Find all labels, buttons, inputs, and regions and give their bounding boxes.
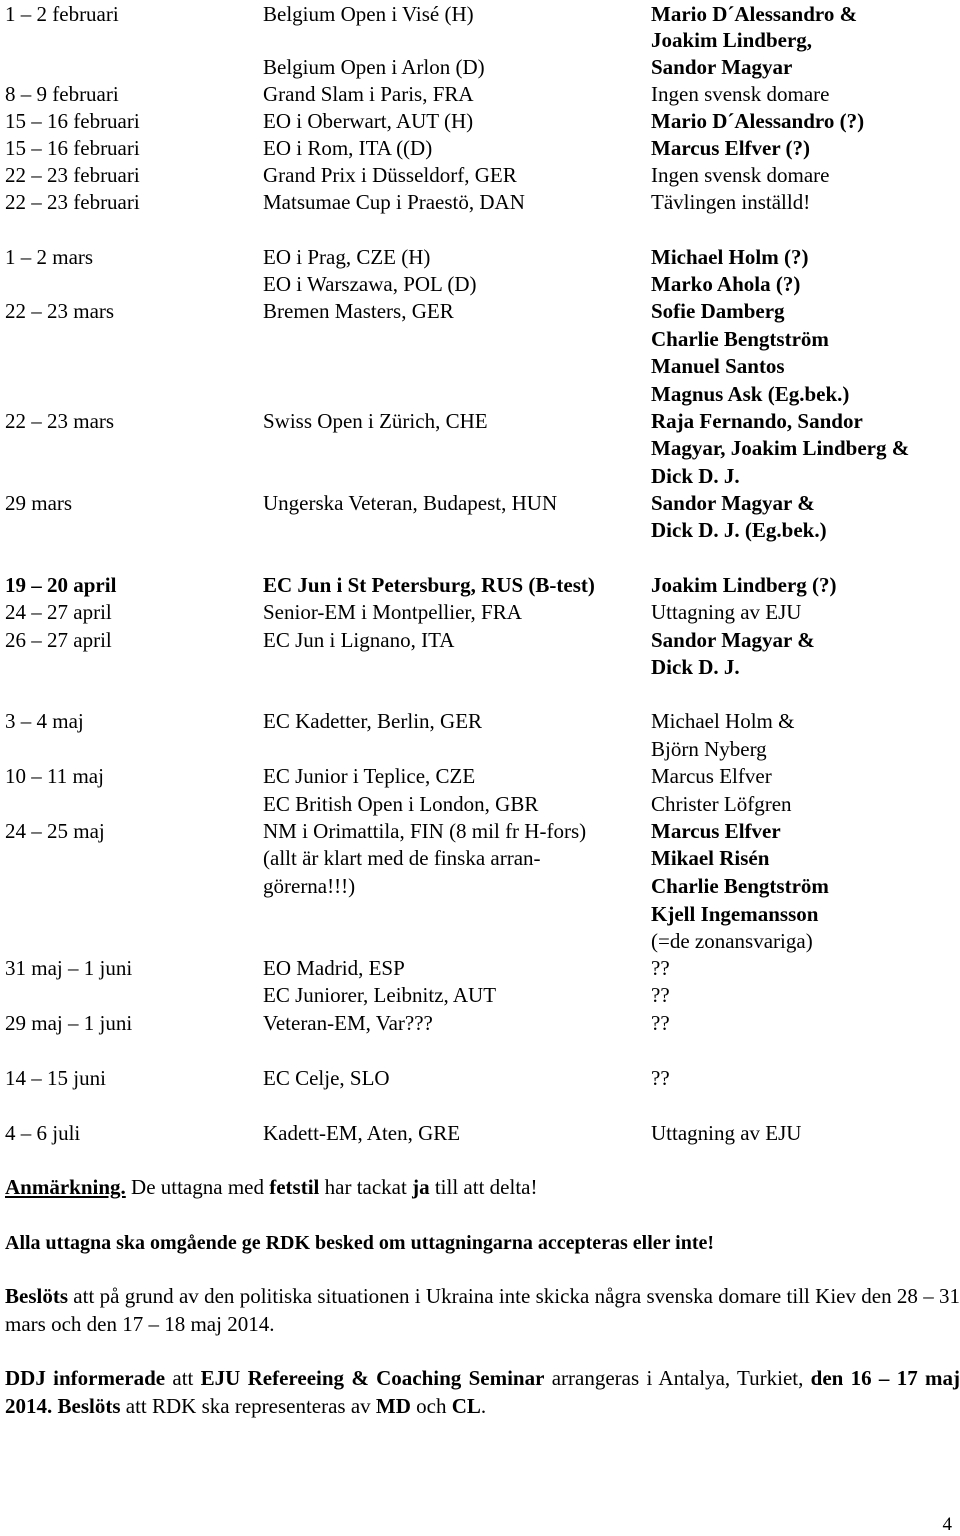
- schedule-event: Belgium Open i Visé (H): [263, 2, 474, 26]
- schedule-date: 24 – 27 april: [5, 600, 112, 624]
- schedule-date: 26 – 27 april: [5, 628, 112, 652]
- schedule-referee: Manuel Santos: [651, 354, 785, 378]
- schedule-row: [5, 790, 960, 818]
- schedule-event: EC British Open i London, GBR: [263, 792, 539, 816]
- schedule-event: Veteran-EM, Var???: [263, 1011, 433, 1035]
- schedule-referee: Uttagning av EJU: [651, 1121, 802, 1145]
- schedule-referee: ??: [651, 1066, 670, 1090]
- schedule-date: 8 – 9 februari: [5, 82, 119, 106]
- schedule-row: [5, 981, 960, 1009]
- schedule-referee: Magnus Ask (Eg.bek.): [651, 382, 850, 406]
- ddj-text-4: att RDK ska representeras av: [120, 1394, 376, 1418]
- schedule-referee: Sandor Magyar &: [651, 628, 815, 652]
- remark-bold-word: fetstil: [269, 1175, 320, 1199]
- schedule-referee: ??: [651, 983, 670, 1007]
- schedule-referee: Sofie Damberg: [651, 299, 785, 323]
- schedule-row: [5, 107, 960, 135]
- ddj-text-6: .: [480, 1394, 487, 1418]
- schedule-referee: Dick D. J. (Eg.bek.): [651, 518, 827, 542]
- ddj-text-5: och: [410, 1394, 452, 1418]
- schedule-row: [5, 26, 960, 54]
- schedule-row: [5, 161, 960, 189]
- schedule-row: [5, 352, 960, 380]
- schedule-referee: Dick D. J.: [651, 464, 740, 488]
- schedule-row: [5, 653, 960, 681]
- schedule-row: [5, 270, 960, 298]
- schedule-referee: Marcus Elfver: [651, 819, 781, 843]
- schedule-date: 15 – 16 februari: [5, 109, 140, 133]
- schedule-referee: (=de zonansvariga): [651, 929, 813, 953]
- schedule-row: [5, 462, 960, 490]
- schedule-event: EO i Oberwart, AUT (H): [263, 109, 474, 133]
- schedule-row: [5, 380, 960, 408]
- instruction-paragraph: Alla uttagna ska omgående ge RDK besked om uttagningarna accepteras eller inte!: [5, 1232, 715, 1254]
- schedule-event: Matsumae Cup i Praestö, DAN: [263, 190, 525, 214]
- schedule-event: EO i Rom, ITA ((D): [263, 136, 433, 160]
- remark-paragraph: [5, 1173, 960, 1201]
- schedule-row: [5, 53, 960, 81]
- schedule-row: [5, 0, 960, 28]
- ddj-text-1: att: [165, 1366, 201, 1390]
- schedule-referee: Uttagning av EJU: [651, 600, 802, 624]
- ddj-cl: CL: [451, 1394, 481, 1418]
- schedule-row: [5, 1119, 960, 1147]
- schedule-date: 22 – 23 mars: [5, 299, 115, 323]
- decision-paragraph: [5, 1282, 960, 1338]
- schedule-referee: Raja Fernando, Sandor: [651, 409, 863, 433]
- decision-text: att på grund av den politiska situationen i Ukraina inte skicka några svenska domare till Kiev den 28 – 31 mars och den 17 – 18 maj 2014.: [5, 1284, 960, 1336]
- remark-text-2: har tackat: [319, 1175, 413, 1199]
- schedule-referee: Tävlingen inställd!: [651, 190, 811, 214]
- remark-text-1: De uttagna med: [125, 1175, 270, 1199]
- schedule-referee: Sandor Magyar &: [651, 491, 815, 515]
- schedule-referee: Dick D. J.: [651, 655, 740, 679]
- schedule-date: 29 maj – 1 juni: [5, 1011, 133, 1035]
- schedule-referee: ??: [651, 956, 670, 980]
- schedule-event: EO i Warszawa, POL (D): [263, 272, 477, 296]
- schedule-date: 29 mars: [5, 491, 73, 515]
- schedule-referee: Björn Nyberg: [651, 737, 767, 761]
- schedule-referee: Charlie Bengtström: [651, 874, 829, 898]
- schedule-referee: Magyar, Joakim Lindberg &: [651, 436, 910, 460]
- ddj-text-2: arrangeras i Antalya, Turkiet,: [544, 1366, 811, 1390]
- schedule-row: [5, 707, 960, 735]
- schedule-event: Senior-EM i Montpellier, FRA: [263, 600, 522, 624]
- schedule-event: EC Junior i Teplice, CZE: [263, 764, 476, 788]
- ddj-paragraph: [5, 1364, 960, 1420]
- schedule-row: [5, 1009, 960, 1037]
- remark-text-3: till att delta!: [429, 1175, 538, 1199]
- schedule-event: Grand Slam i Paris, FRA: [263, 82, 474, 106]
- schedule-date: 3 – 4 maj: [5, 709, 84, 733]
- schedule-referee: Christer Löfgren: [651, 792, 792, 816]
- schedule-date: 15 – 16 februari: [5, 136, 140, 160]
- schedule-row: [5, 489, 960, 517]
- schedule-event: görerna!!!): [263, 874, 356, 898]
- schedule-date: 24 – 25 maj: [5, 819, 105, 843]
- schedule-row: [5, 626, 960, 654]
- schedule-event: Grand Prix i Düsseldorf, GER: [263, 163, 517, 187]
- remark-label: Anmärkning.: [5, 1175, 126, 1199]
- schedule-row: [5, 325, 960, 353]
- schedule-event: EO i Prag, CZE (H): [263, 245, 431, 269]
- schedule-row: [5, 598, 960, 626]
- schedule-date: 4 – 6 juli: [5, 1121, 81, 1145]
- schedule-event: EC Kadetter, Berlin, GER: [263, 709, 483, 733]
- schedule-event: Ungerska Veteran, Budapest, HUN: [263, 491, 558, 515]
- schedule-row: [5, 243, 960, 271]
- schedule-referee: Ingen svensk domare: [651, 163, 830, 187]
- ddj-date: den 16 – 17 maj 2014.: [5, 1366, 960, 1418]
- schedule-referee: Marcus Elfver (?): [651, 136, 811, 160]
- schedule-row: [5, 762, 960, 790]
- schedule-referee: Joakim Lindberg (?): [651, 573, 837, 597]
- schedule-event: Kadett-EM, Aten, GRE: [263, 1121, 461, 1145]
- schedule-row: [5, 134, 960, 162]
- schedule-date: 14 – 15 juni: [5, 1066, 106, 1090]
- schedule-event: Swiss Open i Zürich, CHE: [263, 409, 488, 433]
- schedule-row: [5, 297, 960, 325]
- decision-label: Beslöts: [5, 1284, 68, 1308]
- schedule-row: [5, 872, 960, 900]
- schedule-referee: Marcus Elfver: [651, 764, 772, 788]
- schedule-referee: ??: [651, 1011, 670, 1035]
- page-number: 4: [942, 1514, 952, 1535]
- schedule-row: [5, 188, 960, 216]
- schedule-referee: Michael Holm &: [651, 709, 795, 733]
- ddj-label: DDJ informerade: [5, 1366, 166, 1390]
- schedule-event: EC Jun i St Petersburg, RUS (B-test): [263, 573, 595, 597]
- schedule-referee: Marko Ahola (?): [651, 272, 801, 296]
- schedule-row: [5, 927, 960, 955]
- schedule-event: EC Jun i Lignano, ITA: [263, 628, 455, 652]
- schedule-date: 1 – 2 mars: [5, 245, 94, 269]
- schedule-event: EO Madrid, ESP: [263, 956, 405, 980]
- schedule-row: [5, 1064, 960, 1092]
- schedule-row: [5, 434, 960, 462]
- schedule-event: EC Juniorer, Leibnitz, AUT: [263, 983, 497, 1007]
- ddj-md: MD: [375, 1394, 411, 1418]
- remark-ja: ja: [412, 1175, 430, 1199]
- schedule-row: [5, 954, 960, 982]
- schedule-row: [5, 407, 960, 435]
- schedule-row: [5, 516, 960, 544]
- schedule-referee: Mikael Risén: [651, 846, 770, 870]
- schedule-event: Bremen Masters, GER: [263, 299, 454, 323]
- schedule-row: [5, 900, 960, 928]
- schedule-date: 19 – 20 april: [5, 573, 117, 597]
- schedule-date: 22 – 23 februari: [5, 190, 140, 214]
- ddj-decision: Beslöts: [57, 1394, 121, 1418]
- schedule-referee: Joakim Lindberg,: [651, 28, 813, 52]
- schedule-event: Belgium Open i Arlon (D): [263, 55, 485, 79]
- schedule-row: [5, 844, 960, 872]
- schedule-row: [5, 80, 960, 108]
- schedule-referee: Mario D´Alessandro (?): [651, 109, 865, 133]
- schedule-referee: Charlie Bengtström: [651, 327, 829, 351]
- ddj-event: EJU Refereeing & Coaching Seminar: [200, 1366, 545, 1390]
- schedule-referee: Mario D´Alessandro &: [651, 2, 858, 26]
- schedule-referee: Sandor Magyar: [651, 55, 793, 79]
- schedule-date: 22 – 23 februari: [5, 163, 140, 187]
- schedule-referee: Ingen svensk domare: [651, 82, 830, 106]
- schedule-row: [5, 571, 960, 599]
- schedule-referee: Kjell Ingemansson: [651, 902, 819, 926]
- schedule-referee: Michael Holm (?): [651, 245, 809, 269]
- schedule-event: NM i Orimattila, FIN (8 mil fr H-fors): [263, 819, 587, 843]
- schedule-event: EC Celje, SLO: [263, 1066, 390, 1090]
- schedule-event: (allt är klart med de finska arran-: [263, 846, 541, 870]
- schedule-date: 22 – 23 mars: [5, 409, 115, 433]
- schedule-date: 31 maj – 1 juni: [5, 956, 133, 980]
- schedule-row: [5, 817, 960, 845]
- schedule-row: [5, 735, 960, 763]
- schedule-date: 10 – 11 maj: [5, 764, 104, 788]
- schedule-date: 1 – 2 februari: [5, 2, 119, 26]
